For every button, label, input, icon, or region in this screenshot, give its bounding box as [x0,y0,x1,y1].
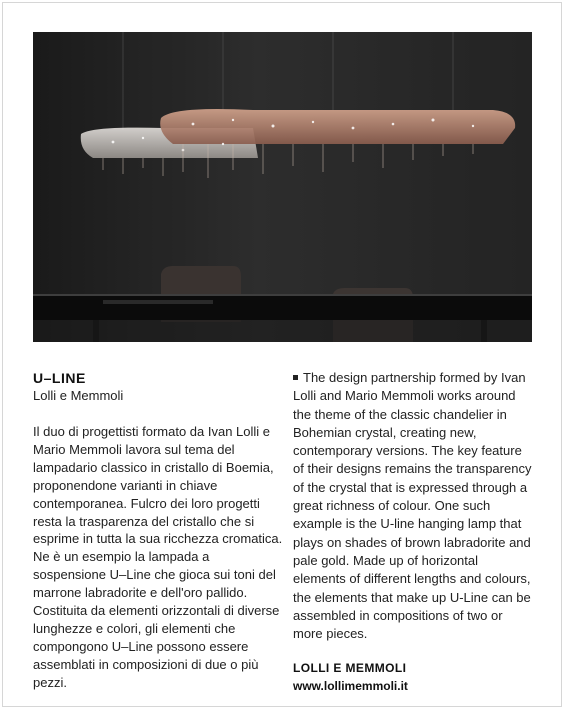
english-column [293,369,533,695]
product-photo [33,32,532,342]
brand-url-link[interactable]: www.lollimemmoli.it [293,679,408,694]
english-text: The design partnership formed by Ivan Lolli and Mario Memmoli works around the theme of the classic chandelier in Bohemian crystal, creating new, contemporary versions. The key feature of their designs remains the transparency of the crystal that is expressed through a great richness of colour. One such example is the U-line hanging lamp that plays on shades of brown labradorite and pale gold. Made up of horizontal elements of different lengths and colours, the elements that make up U-Line can be assembled in compositions of two or more pieces. [293,370,532,642]
article-title: U–LINE [33,370,86,386]
bullet-icon [293,375,298,380]
article-subtitle: Lolli e Memmoli [33,388,124,403]
italian-column [33,369,283,692]
brand-name: LOLLI E MEMMOLI [293,661,407,676]
chandelier-photo-icon [33,32,532,342]
english-paragraph [293,369,533,643]
italian-text: Il duo di progettisti formato da Ivan Lolli e Mario Memmoli lavora sul tema del lampadario classico in cristallo di Boemia, proponendone varianti in chiave contemporanea. Fulcro dei loro progetti resta la trasparenza del cristallo che si esprime in tutta la sua ricchezza cromatica. Ne è un esempio la lampada a sospensione U–Line che gioca sui toni del marrone labradorite e dell'oro pallido. Costituita da elementi orizzontali di diverse lunghezze e colori, gli elementi che compongono U–Line possono essere assemblati in composizioni di due o più pezzi. [33,424,283,690]
